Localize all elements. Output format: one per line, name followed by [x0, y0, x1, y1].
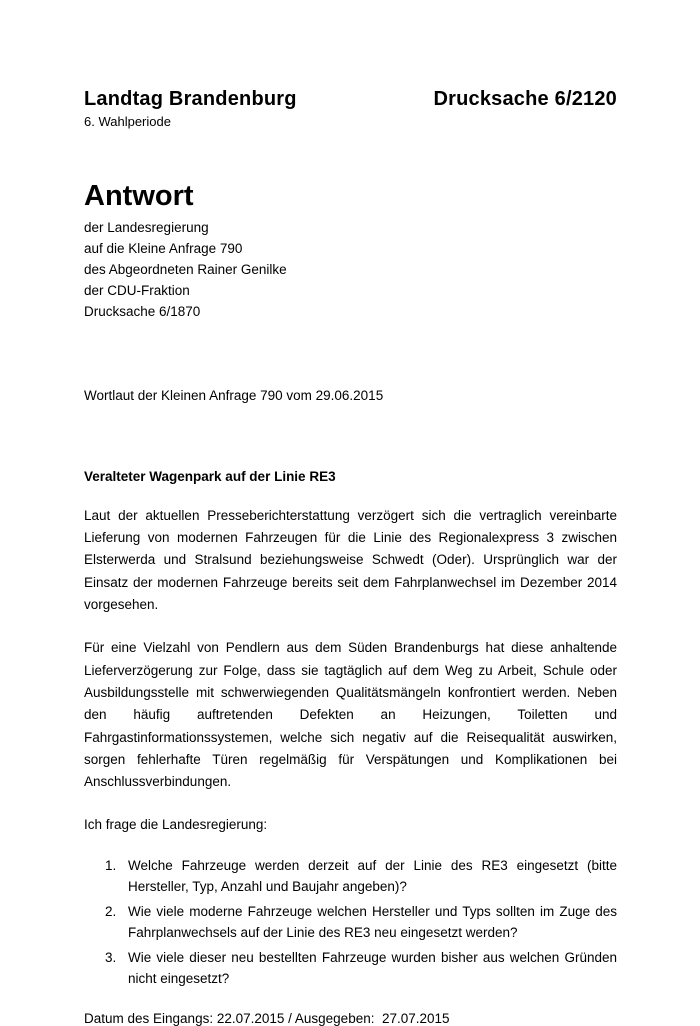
question-text: Wie viele moderne Fahrzeuge welchen Hersteller und Typs sollten im Zuge des Fahrplanwechsels auf der Linie des RE3 neu eingesetzt werden?: [128, 903, 617, 940]
question-list: [105, 855, 617, 989]
question-number: 2.: [105, 903, 117, 919]
meta-line: der Landesregierung: [84, 219, 209, 235]
paragraph: Laut der aktuellen Presseberichterstattung verzögert sich die vertraglich vereinbarte Lieferung von modernen Fahrzeugen für die Linie des Regionalexpress 3 zwischen Elsterwerda und Stralsund beziehungsweise Schwedt (Oder). Ursprünglich war der Einsatz der modernen Fahrzeuge bereits seit dem Fahrplanwechsel im Dezember 2014 vorgesehen.: [84, 507, 617, 613]
date-line: Datum des Eingangs: 22.07.2015 / Ausgegeben: 27.07.2015: [84, 1010, 450, 1026]
paragraph: Für eine Vielzahl von Pendlern aus dem Süden Brandenburgs hat diese anhaltende Lieferverzögerung zur Folge, dass sie tagtäglich auf dem Weg zu Arbeit, Schule oder Ausbildungsstelle mit schwerwiegenden Qualitätsmängeln konfrontiert werden. Neben den häufig auftretenden Defekten an Heizungen, Toiletten und Fahrgastinformationssystemen, welche sich negativ auf die Reisequalität auswirken, sorgen fehlerhafte Türen regelmäßig für Verspätungen und Komplikationen bei Anschlussverbindungen.: [84, 640, 617, 790]
meta-line: auf die Kleine Anfrage 790: [84, 240, 243, 256]
header-row: [84, 88, 617, 111]
question-text: Wie viele dieser neu bestellten Fahrzeuge wurden bisher aus welchen Gründen nicht eingesetzt?: [128, 949, 617, 986]
document-title: Antwort: [84, 180, 194, 212]
document-header: [84, 88, 617, 129]
meta-line: des Abgeordneten Rainer Genilke: [84, 261, 287, 277]
meta-line: der CDU-Fraktion: [84, 282, 190, 298]
meta-line: Drucksache 6/1870: [84, 303, 201, 319]
publisher-title: Landtag Brandenburg: [84, 88, 297, 110]
question-item: [105, 947, 617, 989]
question-item: [105, 855, 617, 897]
question-number: 3.: [105, 949, 117, 965]
question-text: Welche Fahrzeuge werden derzeit auf der Linie des RE3 eingesetzt (bitte Hersteller, Typ, Anzahl und Baujahr angeben)?: [128, 857, 617, 894]
question-intro: Ich frage die Landesregierung:: [84, 817, 268, 833]
document-number: Drucksache 6/2120: [433, 88, 617, 110]
wortlaut-line: Wortlaut der Kleinen Anfrage 790 vom 29.06.2015: [84, 387, 384, 403]
question-item: [105, 901, 617, 943]
section-heading: Veralteter Wagenpark auf der Linie RE3: [84, 468, 336, 484]
question-number: 1.: [105, 857, 117, 873]
document-meta: [84, 217, 617, 322]
legislative-period: 6. Wahlperiode: [84, 114, 171, 129]
